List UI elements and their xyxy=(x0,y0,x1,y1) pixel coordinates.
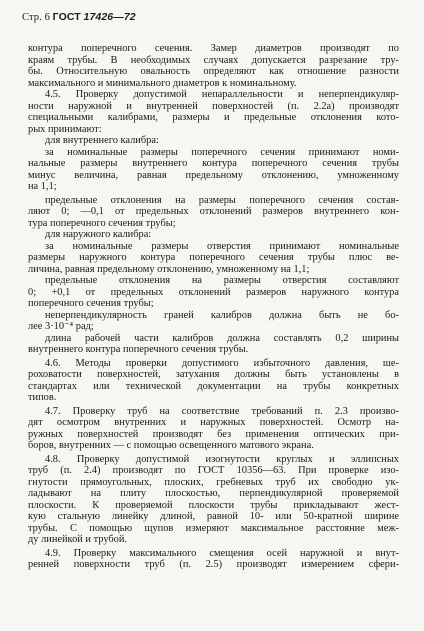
text-line: ности наружной и внутренней поверхностей (п. 2.2а) производят xyxy=(28,100,399,112)
text-line: специальными калибрами, размеры и предельные отклонения кото- xyxy=(28,112,399,123)
text-line: трубы. С помощью щупов измеряют максимальное расстояние меж- xyxy=(28,522,399,534)
standard-number: 17426—72 xyxy=(83,11,136,23)
text-line: ладывают на плиту плоскостью, перпендикулярной проверяемой xyxy=(28,488,399,499)
text-line: кую стальную линейку длиной, равной 10- или 50-кратной ширине xyxy=(28,511,399,522)
text-line: ду линейкой и трубой. xyxy=(28,534,128,545)
text-line: 4.7. Проверку труб на соответствие требований п. 2.3 произво- xyxy=(45,405,399,417)
text-line: поперечного сечения трубы; xyxy=(28,298,154,309)
text-line: личина, равная предельному отклонению, умноженному на 1,1; xyxy=(28,263,310,275)
text-line: труб (п. 2.4) производят по ГОСТ 10356—63. При проверке изо- xyxy=(28,465,399,476)
text-line: краям трубы. В необходимых случаях допускается разрезание тру- xyxy=(28,54,399,66)
text-line: 0; +0,1 от предельных отклонений размеров наружного контура xyxy=(28,286,399,298)
text-line: за номинальные размеры поперечного сечения принимают номи- xyxy=(45,146,399,158)
page-header xyxy=(22,11,136,23)
text-line: рых принимают: xyxy=(28,123,102,135)
text-line: контура поперечного сечения. Замер диаметров производят по xyxy=(28,43,399,54)
text-line: предельные отклонения на размеры поперечного сечения состав- xyxy=(45,194,399,206)
text-line: бы. Относительную овальность определяют как отношение разности xyxy=(28,66,399,77)
body-text xyxy=(28,43,399,571)
text-line: длина рабочей части калибров должна составлять 0,2 ширины xyxy=(45,332,399,344)
text-line: неперпендикулярность граней калибров должна быть не бо- xyxy=(45,309,399,321)
text-line: ренней поверхности труб (п. 2.5) производят измерением сфери- xyxy=(28,559,399,570)
text-line: боров, внутренних — с помощью освещенного матового экрана. xyxy=(28,440,314,451)
text-line: 4.8. Проверку допустимой изогнутости круглых и эллипсных xyxy=(45,453,399,465)
text-line: нальные размеры внутреннего контура поперечного сечения трубы xyxy=(28,158,399,169)
text-line: 4.5. Проверку допустимой непараллельности и неперпендикуляр- xyxy=(45,89,399,100)
text-line: для наружного калибра: xyxy=(45,229,152,240)
text-line: роховатости поверхностей, затухания должны быть установлены в xyxy=(28,369,399,380)
text-line: минус величина, равная предельному отклонению, умноженному xyxy=(28,169,399,181)
text-line: размеры наружного контура поперечного сечения трубы плюс ве- xyxy=(28,252,399,263)
text-line: плоскости. К проверяемой плоскости трубы прикладывают жест- xyxy=(28,499,399,511)
text-line: 4.9. Проверку максимального смещения осей наружной и внут- xyxy=(45,547,399,559)
text-line: тура поперечного сечения трубы; xyxy=(28,217,176,229)
text-line: лее 3·10⁻⁴ рад; xyxy=(28,321,94,332)
text-line: гнутости прямоугольных, плоских, гребневых труб их свободно ук- xyxy=(28,476,399,488)
text-line: максимального и минимального диаметров к номинальному. xyxy=(28,77,297,89)
text-line: на 1,1; xyxy=(28,181,57,192)
text-line: внутреннего контура поперечного сечения трубы. xyxy=(28,344,249,355)
text-line: 4.6. Методы проверки допустимого избыточного давления, ше- xyxy=(45,357,399,369)
standard-label: ГОСТ xyxy=(52,11,81,23)
text-line: стандартах или технической документации на трубы конкретных xyxy=(28,380,399,392)
text-line: предельные отклонения на размеры отверстия составляют xyxy=(45,275,399,286)
text-line: ружных поверхностей производят без применения оптических при- xyxy=(28,428,399,440)
page-label: Стр. 6 xyxy=(22,12,50,23)
text-line: дят осмотром внутренних и наружных поверхностей. Осмотр на- xyxy=(28,417,399,428)
text-line: ляют 0; —0,1 от предельных отклонений размеров внутреннего кон- xyxy=(28,206,399,217)
text-line: за номинальные размеры отверстия принимают номинальные xyxy=(45,240,399,252)
text-line: для внутреннего калибра: xyxy=(45,135,159,146)
text-line: типов. xyxy=(28,392,57,403)
